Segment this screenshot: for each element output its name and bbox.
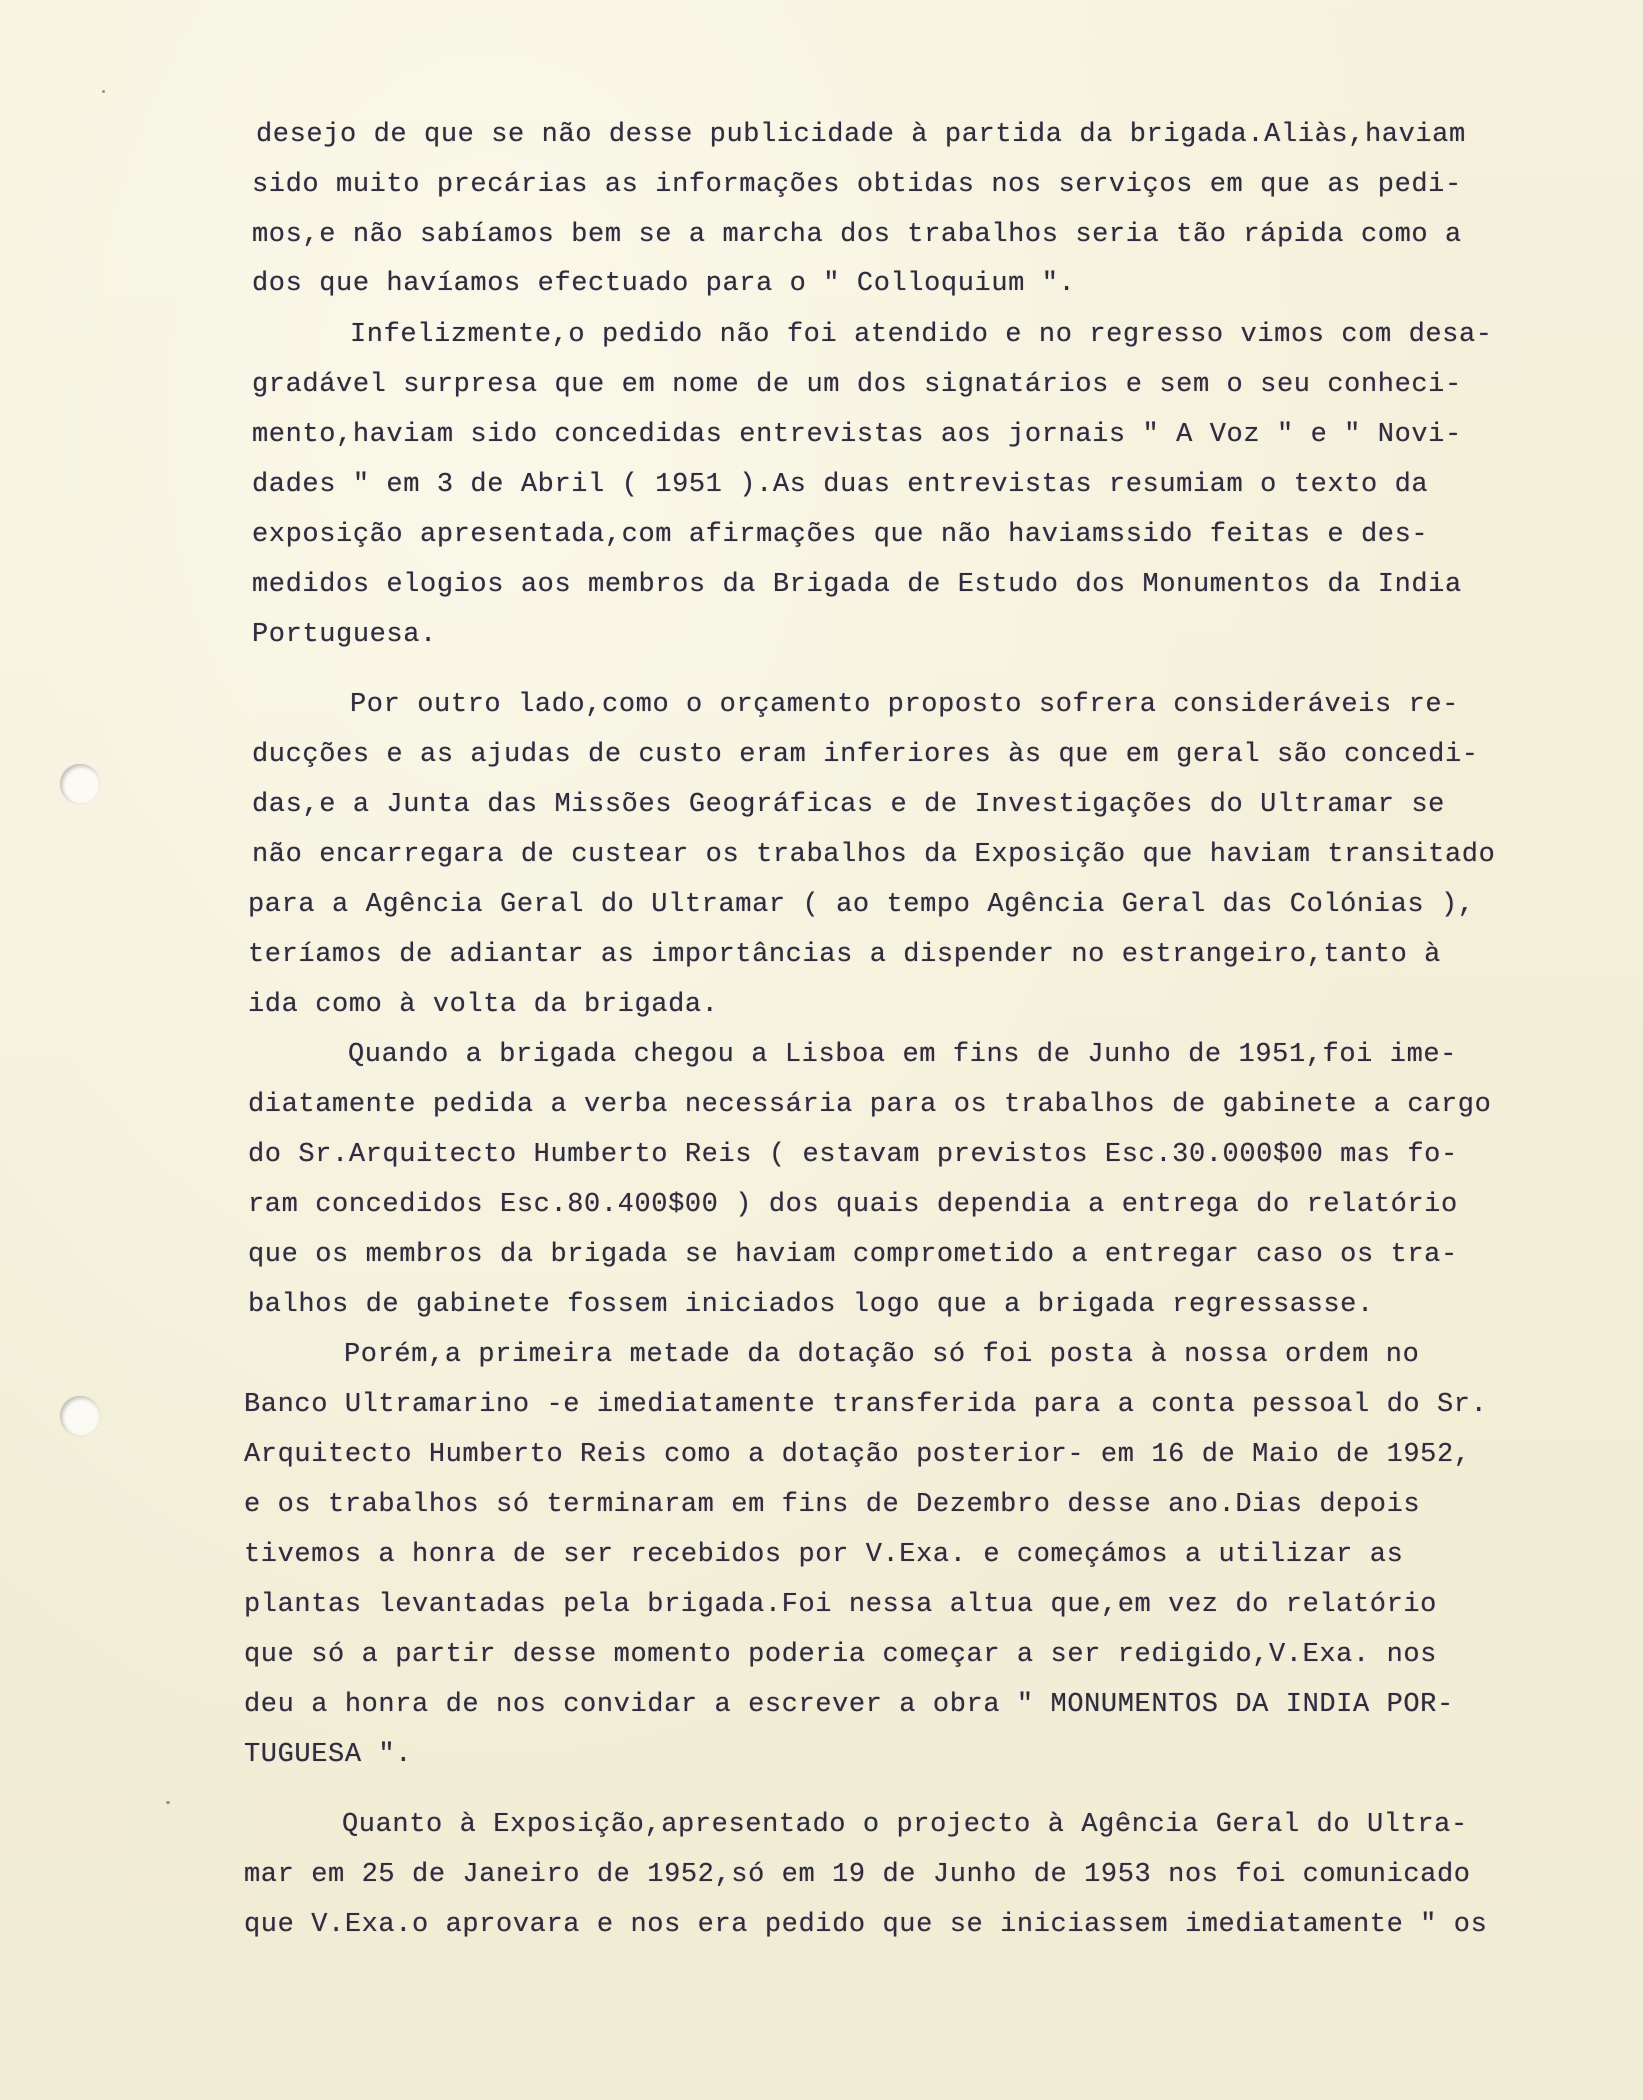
text-line: que os membros da brigada se haviam comprometido a entregar caso os tra- xyxy=(248,1240,1458,1270)
text-line: Banco Ultramarino -e imediatamente transferida para a conta pessoal do Sr. xyxy=(244,1390,1488,1420)
text-line: teríamos de adiantar as importâncias a dispender no estrangeiro,tanto à xyxy=(248,940,1441,970)
text-line: Por outro lado,como o orçamento proposto sofrera consideráveis re- xyxy=(350,690,1459,720)
text-line: sido muito precárias as informações obtidas nos serviços em que as pedi- xyxy=(252,170,1462,200)
text-line: não encarregara de custear os trabalhos da Exposição que haviam transitado xyxy=(252,840,1496,870)
text-line: Quanto à Exposição,apresentado o projecto à Agência Geral do Ultra- xyxy=(342,1810,1468,1840)
text-line: e os trabalhos só terminaram em fins de Dezembro desse ano.Dias depois xyxy=(244,1490,1421,1520)
text-line: mos,e não sabíamos bem se a marcha dos trabalhos seria tão rápida como a xyxy=(252,220,1462,250)
text-line: mar em 25 de Janeiro de 1952,só em 19 de Junho de 1953 nos foi comunicado xyxy=(244,1860,1471,1890)
text-line: exposição apresentada,com afirmações que não haviamssido feitas e des- xyxy=(252,520,1429,550)
text-line: tivemos a honra de ser recebidos por V.Exa. e começámos a utilizar as xyxy=(244,1540,1404,1570)
text-line: desejo de que se não desse publicidade à partida da brigada.Aliàs,haviam xyxy=(256,120,1466,150)
text-line: deu a honra de nos convidar a escrever a obra " MONUMENTOS DA INDIA POR- xyxy=(244,1690,1454,1720)
paper-speck xyxy=(166,1801,170,1804)
punch-hole-bottom xyxy=(60,1396,100,1436)
text-line: ida como à volta da brigada. xyxy=(248,990,719,1020)
text-line: Porém,a primeira metade da dotação só foi posta à nossa ordem no xyxy=(344,1340,1420,1370)
text-line: ram concedidos Esc.80.400$00 ) dos quais dependia a entrega do relatório xyxy=(248,1190,1458,1220)
text-line: TUGUESA ". xyxy=(244,1740,413,1770)
text-line: dos que havíamos efectuado para o " Colloquium ". xyxy=(252,269,1076,299)
text-line: Arquitecto Humberto Reis como a dotação posterior- em 16 de Maio de 1952, xyxy=(244,1440,1471,1470)
text-line: das,e a Junta das Missões Geográficas e de Investigações do Ultramar se xyxy=(252,790,1445,820)
text-line: balhos de gabinete fossem iniciados logo que a brigada regressasse. xyxy=(248,1290,1374,1320)
punch-hole-top xyxy=(60,764,100,804)
text-line: ducções e as ajudas de custo eram inferiores às que em geral são concedi- xyxy=(252,740,1479,770)
text-line: para a Agência Geral do Ultramar ( ao tempo Agência Geral das Colónias ), xyxy=(248,890,1475,920)
text-line: plantas levantadas pela brigada.Foi nessa altua que,em vez do relatório xyxy=(244,1590,1437,1620)
text-line: que só a partir desse momento poderia começar a ser redigido,V.Exa. nos xyxy=(244,1640,1437,1670)
text-line: do Sr.Arquitecto Humberto Reis ( estavam previstos Esc.30.000$00 mas fo- xyxy=(248,1140,1458,1170)
text-line: diatamente pedida a verba necessária para os trabalhos de gabinete a cargo xyxy=(248,1090,1492,1120)
text-line: mento,haviam sido concedidas entrevistas aos jornais " A Voz " e " Novi- xyxy=(252,420,1462,450)
text-line: Quando a brigada chegou a Lisboa em fins de Junho de 1951,foi ime- xyxy=(348,1040,1457,1070)
text-line: dades " em 3 de Abril ( 1951 ).As duas entrevistas resumiam o texto da xyxy=(252,470,1429,500)
text-line: Infelizmente,o pedido não foi atendido e no regresso vimos com desa- xyxy=(350,320,1493,350)
text-line: que V.Exa.o aprovara e nos era pedido que se iniciassem imediatamente " os xyxy=(244,1910,1488,1940)
text-line: gradável surpresa que em nome de um dos signatários e sem o seu conheci- xyxy=(252,370,1462,400)
paper-speck xyxy=(102,90,105,93)
text-line: Portuguesa. xyxy=(252,620,437,650)
text-line: medidos elogios aos membros da Brigada de Estudo dos Monumentos da India xyxy=(252,570,1462,600)
